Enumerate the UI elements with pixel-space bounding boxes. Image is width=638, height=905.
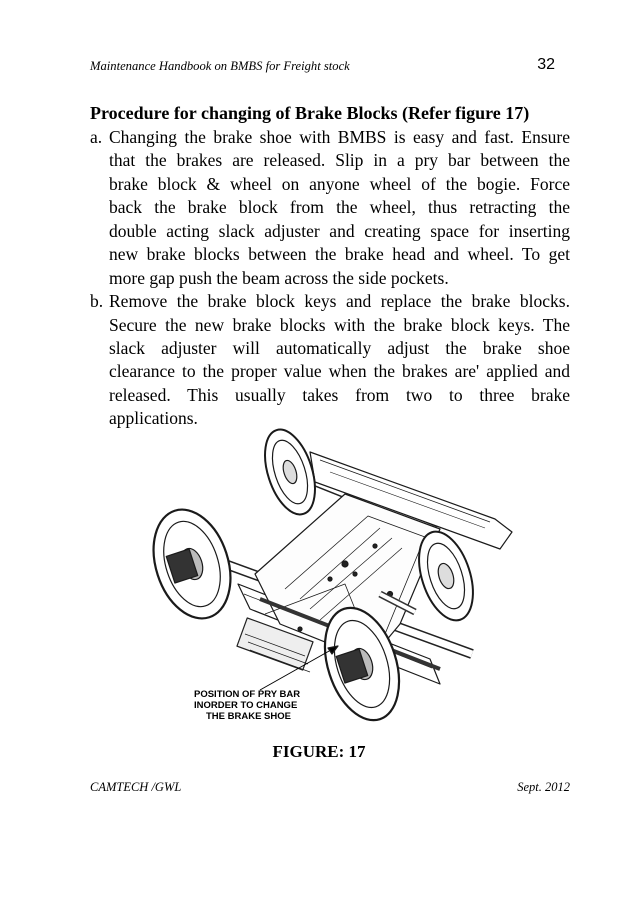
text-line: clearance to the proper value when the brakes are' applied and <box>109 361 570 382</box>
callout-line: INORDER TO CHANGE <box>194 700 298 711</box>
text-line: more gap push the beam across the side pockets. <box>109 267 449 288</box>
text-line: Secure the new brake blocks with the brake block keys. The <box>109 314 570 335</box>
list-item-text <box>109 126 570 290</box>
text-line: released. This usually takes from two to three brake <box>109 384 570 405</box>
list-item <box>90 290 570 431</box>
footer-organization: CAMTECH /GWL <box>90 780 182 794</box>
footer-date: Sept. 2012 <box>517 780 570 794</box>
text-line: back the brake block from the wheel, thus retracting the <box>109 197 570 218</box>
text-line: applications. <box>109 408 198 429</box>
text-line: double acting slack adjuster and creating space for inserting <box>109 220 570 241</box>
text-line: brake block & wheel on anyone wheel of the bogie. Force <box>109 173 570 194</box>
list-item <box>90 126 570 290</box>
list-item-text <box>109 290 570 431</box>
page-header <box>90 56 555 78</box>
callout-line: THE BRAKE SHOE <box>206 711 291 722</box>
procedure-list <box>90 126 570 431</box>
text-line: slack adjuster will automatically adjust the brake shoe <box>109 337 570 358</box>
header-title: Maintenance Handbook on BMBS for Freight stock <box>90 59 350 73</box>
list-marker: b. <box>90 291 104 312</box>
callout-line: POSITION OF PRY BAR <box>194 689 301 700</box>
section-heading: Procedure for changing of Brake Blocks (Refer figure 17) <box>90 103 530 123</box>
text-line: that the brakes are released. Slip in a pry bar between the <box>109 150 570 171</box>
list-marker: a. <box>90 127 103 147</box>
text-line: Changing the brake shoe with BMBS is easy and fast. Ensure <box>109 127 570 147</box>
text-line: Remove the brake block keys and replace the brake blocks. <box>109 291 570 312</box>
pry-bar-callout <box>194 689 300 722</box>
text-line: new brake blocks between the brake head and wheel. To get <box>109 244 570 265</box>
page-number: 32 <box>537 56 555 73</box>
figure-caption: FIGURE: 17 <box>272 742 366 761</box>
